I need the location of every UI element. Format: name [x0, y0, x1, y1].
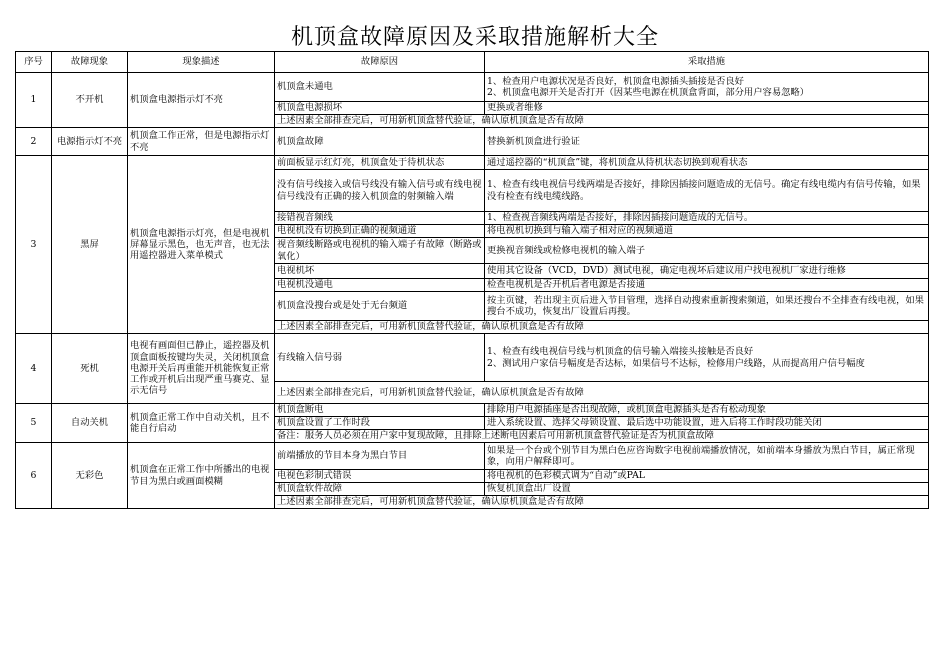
fault-symptom: 电源指示灯不亮: [52, 128, 128, 156]
table-row: [16, 443, 929, 470]
symptom-description: 机顶盒电源指示灯不亮: [128, 73, 275, 128]
row-number: 2: [16, 128, 52, 156]
symptom-description: 机顶盒电源指示灯亮，但是电视机屏幕显示黑色，也无声音，也无法用遥控器进入菜单模式: [128, 156, 275, 334]
fault-cause: 电视机没通电: [275, 279, 485, 292]
fault-cause: 电视机没有切换到正确的视频通道: [275, 225, 485, 238]
corrective-action: 使用其它设备（VCD，DVD）测试电视，确定电视坏后建议用户找电视机厂家进行维修: [485, 264, 929, 279]
fault-cause: 视音频线断路或电视机的输入端子有故障（断路或氧化）: [275, 238, 485, 264]
row-number: 3: [16, 156, 52, 334]
fault-cause: 机顶盒故障: [275, 128, 485, 156]
corrective-action: 通过遥控器的“机顶盒”键，将机顶盒从待机状态切换到观看状态: [485, 156, 929, 170]
row-number: 5: [16, 404, 52, 443]
fault-cause: 电视色彩制式错误: [275, 470, 485, 483]
corrective-action: 1、检查有线电视信号线两端是否接好，排除因插接问题造成的无信号。确定有线电缆内有信号传输，如果没有检查有线电缆线路。: [485, 170, 929, 212]
verification-note: 备注：服务人员必须在用户家中复现故障，且排除上述断电因素后可用新机顶盒替代验证是否为机顶盒故障: [275, 430, 929, 443]
fault-table: [15, 51, 929, 509]
corrective-action: 替换新机顶盒进行验证: [485, 128, 929, 156]
corrective-action: 如果是一个台或个别节目为黑白色应咨询数字电视前端播放情况，如前端本身播放为黑白节目，属正常现象，向用户解释即可。: [485, 443, 929, 470]
fault-symptom: 不开机: [52, 73, 128, 128]
fault-cause: 前端播放的节目本身为黑白节目: [275, 443, 485, 470]
header-symptom: 故障现象: [52, 52, 128, 73]
verification-note: 上述因素全部排查完后，可用新机顶盒替代验证，确认原机顶盒是否有故障: [275, 496, 929, 509]
corrective-action: 检查电视机是否开机后者电源是否接通: [485, 279, 929, 292]
header-row: [16, 52, 929, 73]
fault-symptom: 死机: [52, 334, 128, 404]
symptom-description: 电视有画面但已静止，遥控器及机顶盒面板按键均失灵，关闭机顶盒电源开关后再重能开机能恢复正常工作或开机后出现严重马赛克、显示无信号: [128, 334, 275, 404]
corrective-action: 更换或者维修: [485, 102, 929, 115]
page-title: 机顶盒故障原因及采取措施解析大全: [290, 25, 659, 50]
fault-cause: 机顶盒电源损坏: [275, 102, 485, 115]
fault-cause: 电视机坏: [275, 264, 485, 279]
table-row: [16, 334, 929, 382]
table-row: [16, 404, 929, 417]
header-no: 序号: [16, 52, 52, 73]
symptom-description: 机顶盒正常工作中自动关机，且不能自行启动: [128, 404, 275, 443]
fault-cause: 机顶盒断电: [275, 404, 485, 417]
fault-cause: 机顶盒没搜台或是处于无台频道: [275, 292, 485, 321]
corrective-action: 将电视机切换到与输入端子相对应的视频通道: [485, 225, 929, 238]
fault-cause: 机顶盒软件故障: [275, 483, 485, 496]
header-cause: 故障原因: [275, 52, 485, 73]
fault-symptom: 无彩色: [52, 443, 128, 509]
symptom-description: 机顶盒工作正常，但是电源指示灯不亮: [128, 128, 275, 156]
fault-cause: 机顶盒未通电: [275, 73, 485, 102]
corrective-action: 1、检查用户电源状况是否良好，机顶盒电源插头插接是否良好 2、机顶盒电源开关是否打开（因某些电源在机顶盒背面，部分用户容易忽略）: [485, 73, 929, 102]
row-number: 4: [16, 334, 52, 404]
fault-cause: 机顶盒设置了工作时段: [275, 417, 485, 430]
fault-symptom: 自动关机: [52, 404, 128, 443]
corrective-action: 排除用户电源插座是否出现故障，或机顶盒电源插头是否有松动现象: [485, 404, 929, 417]
table-row: [16, 73, 929, 102]
verification-note: 上述因素全部排查完后，可用新机顶盒替代验证，确认原机顶盒是否有故障: [275, 321, 929, 334]
fault-symptom: 黑屏: [52, 156, 128, 334]
header-description: 现象描述: [128, 52, 275, 73]
fault-cause: 前面板显示红灯亮，机顶盒处于待机状态: [275, 156, 485, 170]
table-row: [16, 128, 929, 156]
corrective-action: 恢复机顶盒出厂设置: [485, 483, 929, 496]
header-action: 采取措施: [485, 52, 929, 73]
fault-cause: 有线输入信号弱: [275, 334, 485, 382]
verification-note: 上述因素全部排查完后，可用新机顶盒替代验证，确认原机顶盒是否有故障: [275, 382, 929, 404]
table-row: [16, 156, 929, 170]
fault-cause: 没有信号线接入或信号线没有输入信号或有线电视信号线没有正确的接入机顶盒的射频输入端: [275, 170, 485, 212]
corrective-action: 更换视音频线或检修电视机的输入端子: [485, 238, 929, 264]
row-number: 1: [16, 73, 52, 128]
corrective-action: 按主页键，若出现主页后进入节目管理，选择自动搜索重新搜索频道，如果还搜台不全排查有线电视，如果搜台不成功，恢复出厂设置后再搜。: [485, 292, 929, 321]
corrective-action: 1、检查视音频线两端是否接好，排除因插接问题造成的无信号。: [485, 212, 929, 225]
fault-cause: 接错视音频线: [275, 212, 485, 225]
corrective-action: 将电视机的色彩模式调为“自动”或PAL: [485, 470, 929, 483]
corrective-action: 1、检查有线电视信号线与机顶盒的信号输入端接头接触是否良好 2、测试用户家信号幅度是否达标，如果信号不达标，检修用户线路，从而提高用户信号幅度: [485, 334, 929, 382]
verification-note: 上述因素全部排查完后，可用新机顶盒替代验证，确认原机顶盒是否有故障: [275, 115, 929, 128]
corrective-action: 进入系统设置、选择父母锁设置、最后选中功能设置，进入后将工作时段功能关闭: [485, 417, 929, 430]
row-number: 6: [16, 443, 52, 509]
symptom-description: 机顶盒在正常工作中所播出的电视节目为黑白或画面模糊: [128, 443, 275, 509]
